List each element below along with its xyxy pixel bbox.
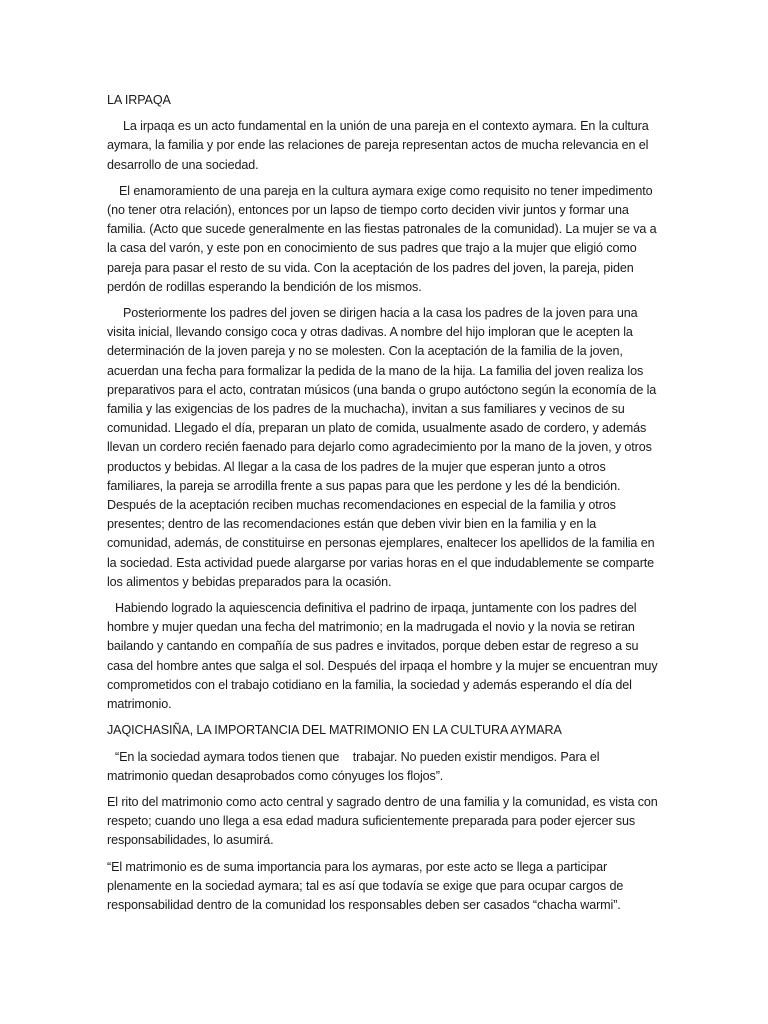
paragraph-final: “El matrimonio es de suma importancia para los aymaras, por este acto se llega a participar plenamente en la sociedad aymara; tal es así que todavía se exige que para ocupar cargos de responsabilidad dentro de la comunidad los responsables deben ser casados “chacha warmi”. — [107, 859, 624, 912]
paragraph-enamoramiento: El enamoramiento de una pareja en la cultura aymara exige como requisito no tener impedimento (no tener otra relación), entonces por un lapso de tiempo corto deciden vivir juntos y formar una familia. (Acto que sucede generalmente en las fiestas patronales de la comunidad). La mujer se va a la casa del varón, y este pon en conocimiento de sus padres que trajo a la mujer que eligió como pareja para pasar el resto de su vida. Con la aceptación de los padres del joven, la pareja, piden perdón de rodillas esperando la bendición de los mismos. — [107, 183, 657, 294]
document-body — [107, 91, 663, 922]
quote-paragraph: “En la sociedad aymara todos tienen que trabajar. No pueden existir mendigos. Para el matrimonio quedan desaprobados como cónyuges los flojos”. — [107, 749, 603, 783]
paragraph-aquiescencia: Habiendo logrado la aquiescencia definitiva el padrino de irpaqa, juntamente con los padres del hombre y mujer quedan una fecha del matrimonio; en la madrugada el novio y la novia se retiran bailando y cantando en compañía de sus padres e invitados, porque deben estar de regreso a su casa del hombre antes que salga el sol. Después del irpaqa el hombre y la mujer se encuentran muy comprometidos con el trabajo cotidiano en la familia, la sociedad y además esperando el día del matrimonio. — [107, 601, 658, 712]
paragraph-rito: El rito del matrimonio como acto central y sagrado dentro de una familia y la comunidad, es vista con respeto; cuando uno llega a esa edad madura suficientemente preparada para poder ejercer sus responsabilidades, lo asumirá. — [107, 794, 658, 848]
paragraph-posteriormente: Posteriormente los padres del joven se dirigen hacia a la casa los padres de la joven para una visita inicial, llevando consigo coca y otras dadivas. A nombre del hijo imploran que le acepten la determinación de la joven pareja y no se molesten. Con la aceptación de la familia de la joven, acuerdan una fecha para formalizar la pedida de la mano de la hija. La familia del joven realiza los preparativos para el acto, contratan músicos (una banda o grupo autóctono según la economía de la familia y las exigencias de los padres de la muchacha), invitan a sus familiares y vecinos de su comunidad. Llegado el día, preparan un plato de comida, usualmente asado de cordero, y además llevan un cordero recién faenado para dejarlo como agradecimiento por la mano de la joven, y otros productos y bebidas. Al llegar a la casa de los padres de la mujer que esperan junto a otros familiares, la pareja se arrodilla frente a sus papas para que les perdone y les dé la bendición. Después de la aceptación reciben muchas recomendaciones en especial de la familia y otros presentes; dentro de las recomendaciones están que deben vivir bien en la familia y en la comunidad, además, de constituirse en personas ejemplares, enaltecer los apellidos de la familia en la sociedad. Esta actividad puede alargarse por varias horas en el que indudablemente se comparte los alimentos y bebidas preparados para la ocasión. — [107, 306, 657, 589]
document-title: LA IRPAQA — [107, 93, 171, 107]
paragraph-intro: La irpaqa es un acto fundamental en la unión de una pareja en el contexto aymara. En la cultura aymara, la familia y por ende las relaciones de pareja representan actos de mucha relevancia en el desarrollo de una sociedad. — [107, 119, 649, 172]
section-subtitle: JAQICHASIÑA, LA IMPORTANCIA DEL MATRIMONIO EN LA CULTURA AYMARA — [107, 723, 562, 738]
